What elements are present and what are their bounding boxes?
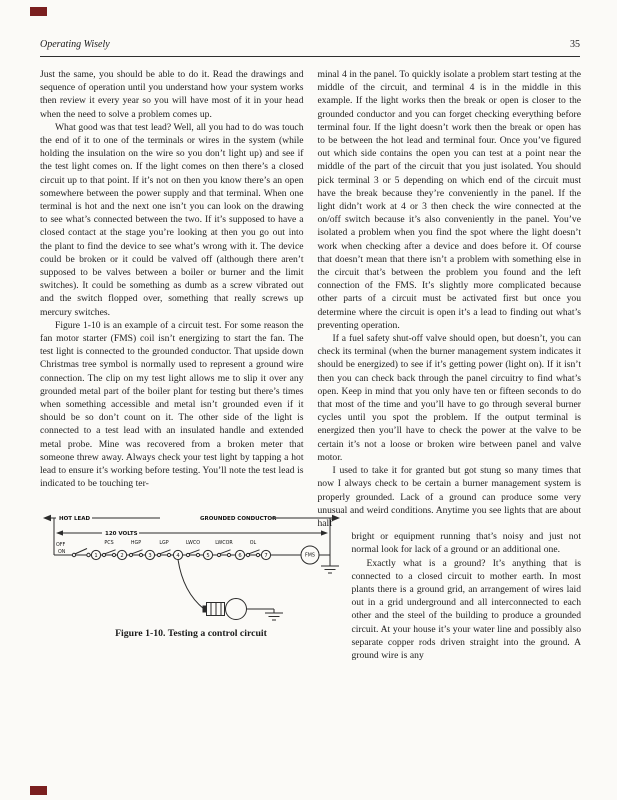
circuit-diagram xyxy=(40,509,342,625)
paragraph: What good was that test lead? Well, all you had to do was touch the end of it to one of the terminals or wires in the system (while holding the insulation on the wire so you don’t light up) and see if the test light comes on. If the light comes on then there’s a closed circuit up to that point. If it’s not on then you know there’s an open somewhere between the power supply and that terminal. When one terminal is hot and the next one isn’t you can look on the drawing to see what’s connected between the two. If it’s supposed to have a closed contact at the stage you’re looking at then you go out into the plant to find the device to see what’s wrong with it. The device could be broken or it could be valved off (although there aren’t supposed to be valves between a boiler or burner and the limit switches). It could be something as dumb as a screw vibrated out and the switch flopped over, something that really screws up mercury switches. xyxy=(40,121,304,318)
hgp-contact2 xyxy=(139,553,142,556)
fms-label: FMS xyxy=(305,553,315,559)
lwcor-label: LWCOR xyxy=(215,540,233,546)
page-header xyxy=(40,39,580,50)
right-column xyxy=(318,68,582,662)
terminal-5-number: 5 xyxy=(206,552,210,559)
terminal-1-number: 1 xyxy=(94,552,98,559)
bulb-glass xyxy=(226,598,247,619)
paragraph-beside-figure: bright or equipment running that’s noisy and just not normal look for lack of a ground or an additional one. xyxy=(351,531,581,556)
hot-lead-label: HOT LEAD xyxy=(59,515,91,522)
bulb-tip xyxy=(203,605,207,612)
lwcor-contact2 xyxy=(227,553,230,556)
pcs-contact2 xyxy=(112,553,115,556)
terminal-3-number: 3 xyxy=(148,552,152,559)
switch-off-label: OFF xyxy=(56,542,66,548)
running-title: Operating Wisely xyxy=(40,39,110,50)
paragraph-continuation: Just the same, you should be able to do it. Read the drawings and sequence of operation until you understand how your system works then review it every year so you will have most of it in your head when the need to solve a problem comes up. xyxy=(40,69,304,120)
ol-contact2 xyxy=(256,553,259,556)
lgp-label: LGP xyxy=(159,540,169,546)
figure-1-10 xyxy=(40,509,342,639)
switch-blade xyxy=(75,548,87,554)
scan-artifact-bottom xyxy=(30,786,47,795)
terminal-7-number: 7 xyxy=(264,552,268,559)
switch-on-label: ON xyxy=(58,549,66,555)
probe-wire xyxy=(178,559,204,608)
lgp-contact2 xyxy=(167,553,170,556)
terminal-4-number: 4 xyxy=(176,552,180,559)
header-rule xyxy=(40,56,580,57)
paragraph-continuation: minal 4 in the panel. To quickly isolate a problem start testing at the middle of the circuit, and terminal 4 is in the middle in this example. If the light works then the break or open is closer to the grounded conductor and you can forget checking everything before terminal four. If the light doesn’t work then the break or open has to be between the hot lead and terminal four. Once you’ve figured out which side contains the open you can test at a point near the middle of the part of the circuit that you just isolated. You should pick terminal 3 or 5 depending on which end of the circuit must have the break because they’re conveniently in the panel. If the light didn’t work at 4 or 3 then check the wire connected at the on/off switch because it’s also conveniently in the panel. You’ve isolated a problem when you find the spot where the light doesn’t work when checking after a device and does before it. Of course that doesn’t mean that there isn’t a problem with something else in the circuit that’s between the problem you found and the left connection of the FMS. It’s slightly more complicated because other parts of a circuit must be activated first but once you determine where the circuit is open it’s a lead to finding out what’s preventing operation. xyxy=(317,69,581,331)
paragraph: I used to take it for granted but got stung so many times that now I always check to be certain a burner management system is properly grounded. Lack of a ground can produce some very unusual and weird conditions. Anytime you see lights that are about half xyxy=(317,465,581,529)
paragraph: If a fuel safety shut-off valve should open, but doesn’t, you can check its terminal (when the burner management system indicates it should be energized) to see if it’s getting power (light on). If it isn’t then you can check back through the panel circuitry to find what’s open. Keep in mind that you only have ten or fifteen seconds to do that most of the time and you’ll have to go through several burner cycles until you spot the problem. If the output terminal is energized then you’ll have to check the power at the valve to be certain it’s not a loose or broken wire between panel and valve motor. xyxy=(317,333,581,463)
terminal-2-number: 2 xyxy=(120,552,124,559)
pcs-label: PCS xyxy=(104,540,114,546)
hgp-label: HGP xyxy=(130,540,142,546)
paragraph: Figure 1-10 is an example of a circuit test. For some reason the fan motor starter (FMS) coil isn’t energizing to start the fan. The test light is connected to the grounded conductor. That upside down Christmas tree symbol is normally used to represent a ground wire connection. The clip on my test light allows me to slip it over any grounded metal part of the boiler plant for testing but there’s times when something accessible and metal isn’t grounded even if it should be so don’t count on it. The other side of the light is connected to a test lead with an insulated handle and extended metal probe. Mine was recovered from a broken meter that someone threw away. Always check your test light by tapping a hot lead to ensure it’s working before testing. You’ll note the test lead is indicated to be touching ter- xyxy=(40,319,304,490)
volts-label: 120 VOLTS xyxy=(105,530,138,537)
ol-label: OL xyxy=(249,540,257,546)
switch-contact xyxy=(87,553,90,556)
page-content xyxy=(40,68,581,662)
page-number: 35 xyxy=(570,39,580,50)
figure-caption: Figure 1-10. Testing a control circuit xyxy=(115,627,267,639)
lwco-contact2 xyxy=(196,553,199,556)
paragraph-beside-figure: Exactly what is a ground? It’s anything that is connected to a closed circuit to mother earth. In most plants there is a ground grid, an arrangement of wires laid out in a grid underground and all interconnected to each other and the steel of the building to produce a grounded circuit. At your house it’s your water line and possibly also separate copper rods driven straight into the ground. A ground wire is any xyxy=(351,557,581,661)
terminal-6-number: 6 xyxy=(238,552,242,559)
hot-lead-arrow-icon xyxy=(43,514,51,520)
left-column xyxy=(40,68,315,662)
lwco-label: LWCO xyxy=(185,540,201,546)
scan-artifact-top xyxy=(30,7,47,16)
volts-arrow-left-icon xyxy=(56,530,63,535)
grounded-conductor-label: GROUNDED CONDUCTOR xyxy=(200,515,277,522)
